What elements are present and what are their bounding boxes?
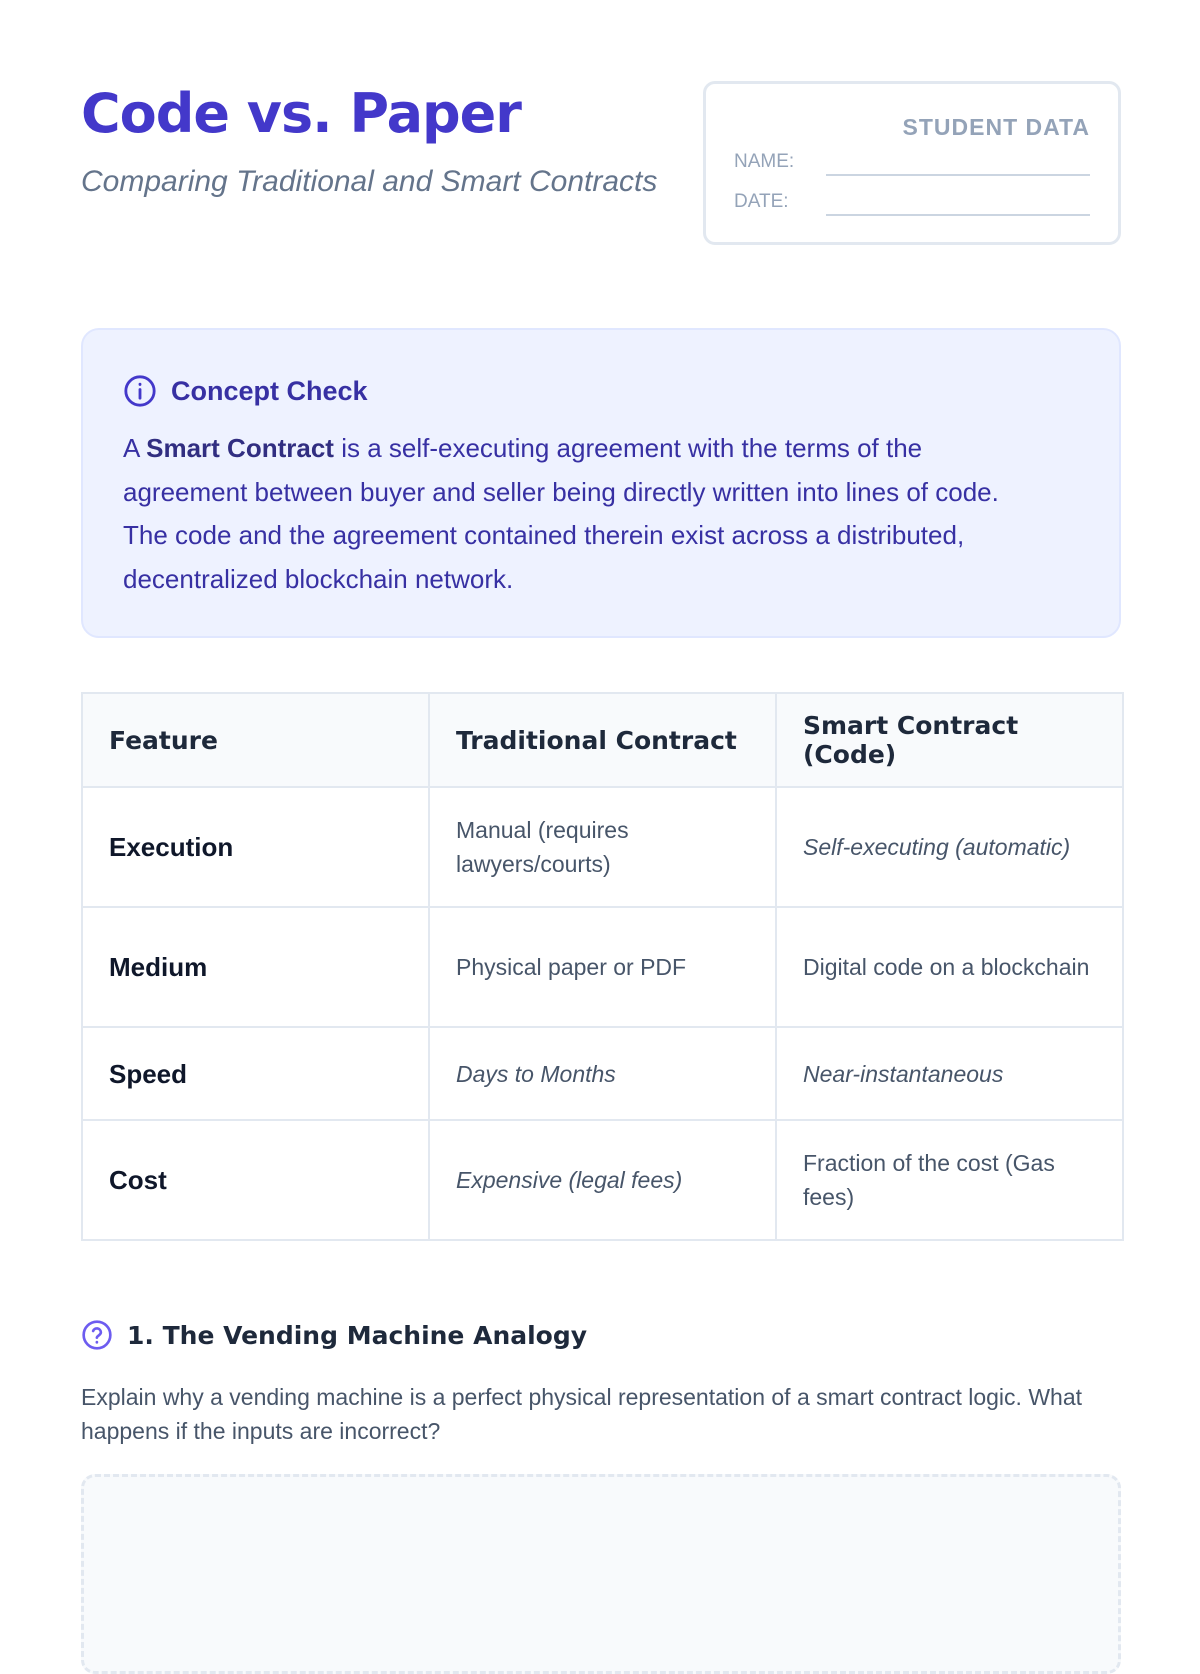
traditional-cell: Expensive (legal fees) [429, 1120, 776, 1240]
worksheet-page [81, 0, 1121, 1444]
column-header: Feature [82, 693, 429, 787]
column-header: Traditional Contract [429, 693, 776, 787]
feature-cell: Execution [82, 787, 429, 907]
comparison-table [81, 692, 1124, 1241]
concept-check-box [81, 328, 1121, 638]
feature-cell: Cost [82, 1120, 429, 1240]
smart-cell: Near-instantaneous [776, 1027, 1123, 1120]
concept-check-header [123, 374, 368, 408]
question-header [81, 1319, 587, 1351]
concept-check-text [123, 427, 1043, 601]
table-row [82, 1027, 1123, 1120]
traditional-cell: Days to Months [429, 1027, 776, 1120]
feature-cell: Speed [82, 1027, 429, 1120]
traditional-cell: Physical paper or PDF [429, 907, 776, 1027]
smart-cell: Fraction of the cost (Gas fees) [776, 1120, 1123, 1240]
concept-text-bold: Smart Contract [146, 433, 334, 463]
feature-cell: Medium [82, 907, 429, 1027]
name-label: NAME: [734, 151, 795, 172]
concept-text-rest: is a self-executing agreement with the terms of the agreement between buyer and seller being directly written into lines of code. The code and the agreement contained therein exist across a distributed, decentralized blockchain network. [123, 433, 999, 594]
page-title: Code vs. Paper [81, 82, 521, 145]
date-label: DATE: [734, 191, 789, 212]
student-data-title: STUDENT DATA [902, 114, 1090, 140]
column-header: Smart Contract (Code) [776, 693, 1123, 787]
table-row [82, 787, 1123, 907]
answer-area[interactable] [81, 1474, 1121, 1674]
concept-text-prefix: A [123, 433, 147, 463]
traditional-cell: Manual (requires lawyers/courts) [429, 787, 776, 907]
smart-cell: Self-executing (automatic) [776, 787, 1123, 907]
question-text: Explain why a vending machine is a perfect physical representation of a smart contract logic. What happens if the inputs are incorrect? [81, 1384, 1082, 1444]
page-subtitle: Comparing Traditional and Smart Contracts [81, 165, 658, 198]
table-header-row [82, 693, 1123, 787]
name-field[interactable] [826, 174, 1090, 176]
info-icon [123, 374, 157, 408]
table-row [82, 907, 1123, 1027]
question-circle-icon [81, 1319, 113, 1351]
student-data-box [703, 81, 1121, 245]
concept-check-title: Concept Check [171, 375, 368, 406]
table-row [82, 1120, 1123, 1240]
header [81, 0, 1121, 290]
date-field[interactable] [826, 214, 1090, 216]
question-title: 1. The Vending Machine Analogy [127, 1320, 588, 1350]
smart-cell: Digital code on a blockchain [776, 907, 1123, 1027]
